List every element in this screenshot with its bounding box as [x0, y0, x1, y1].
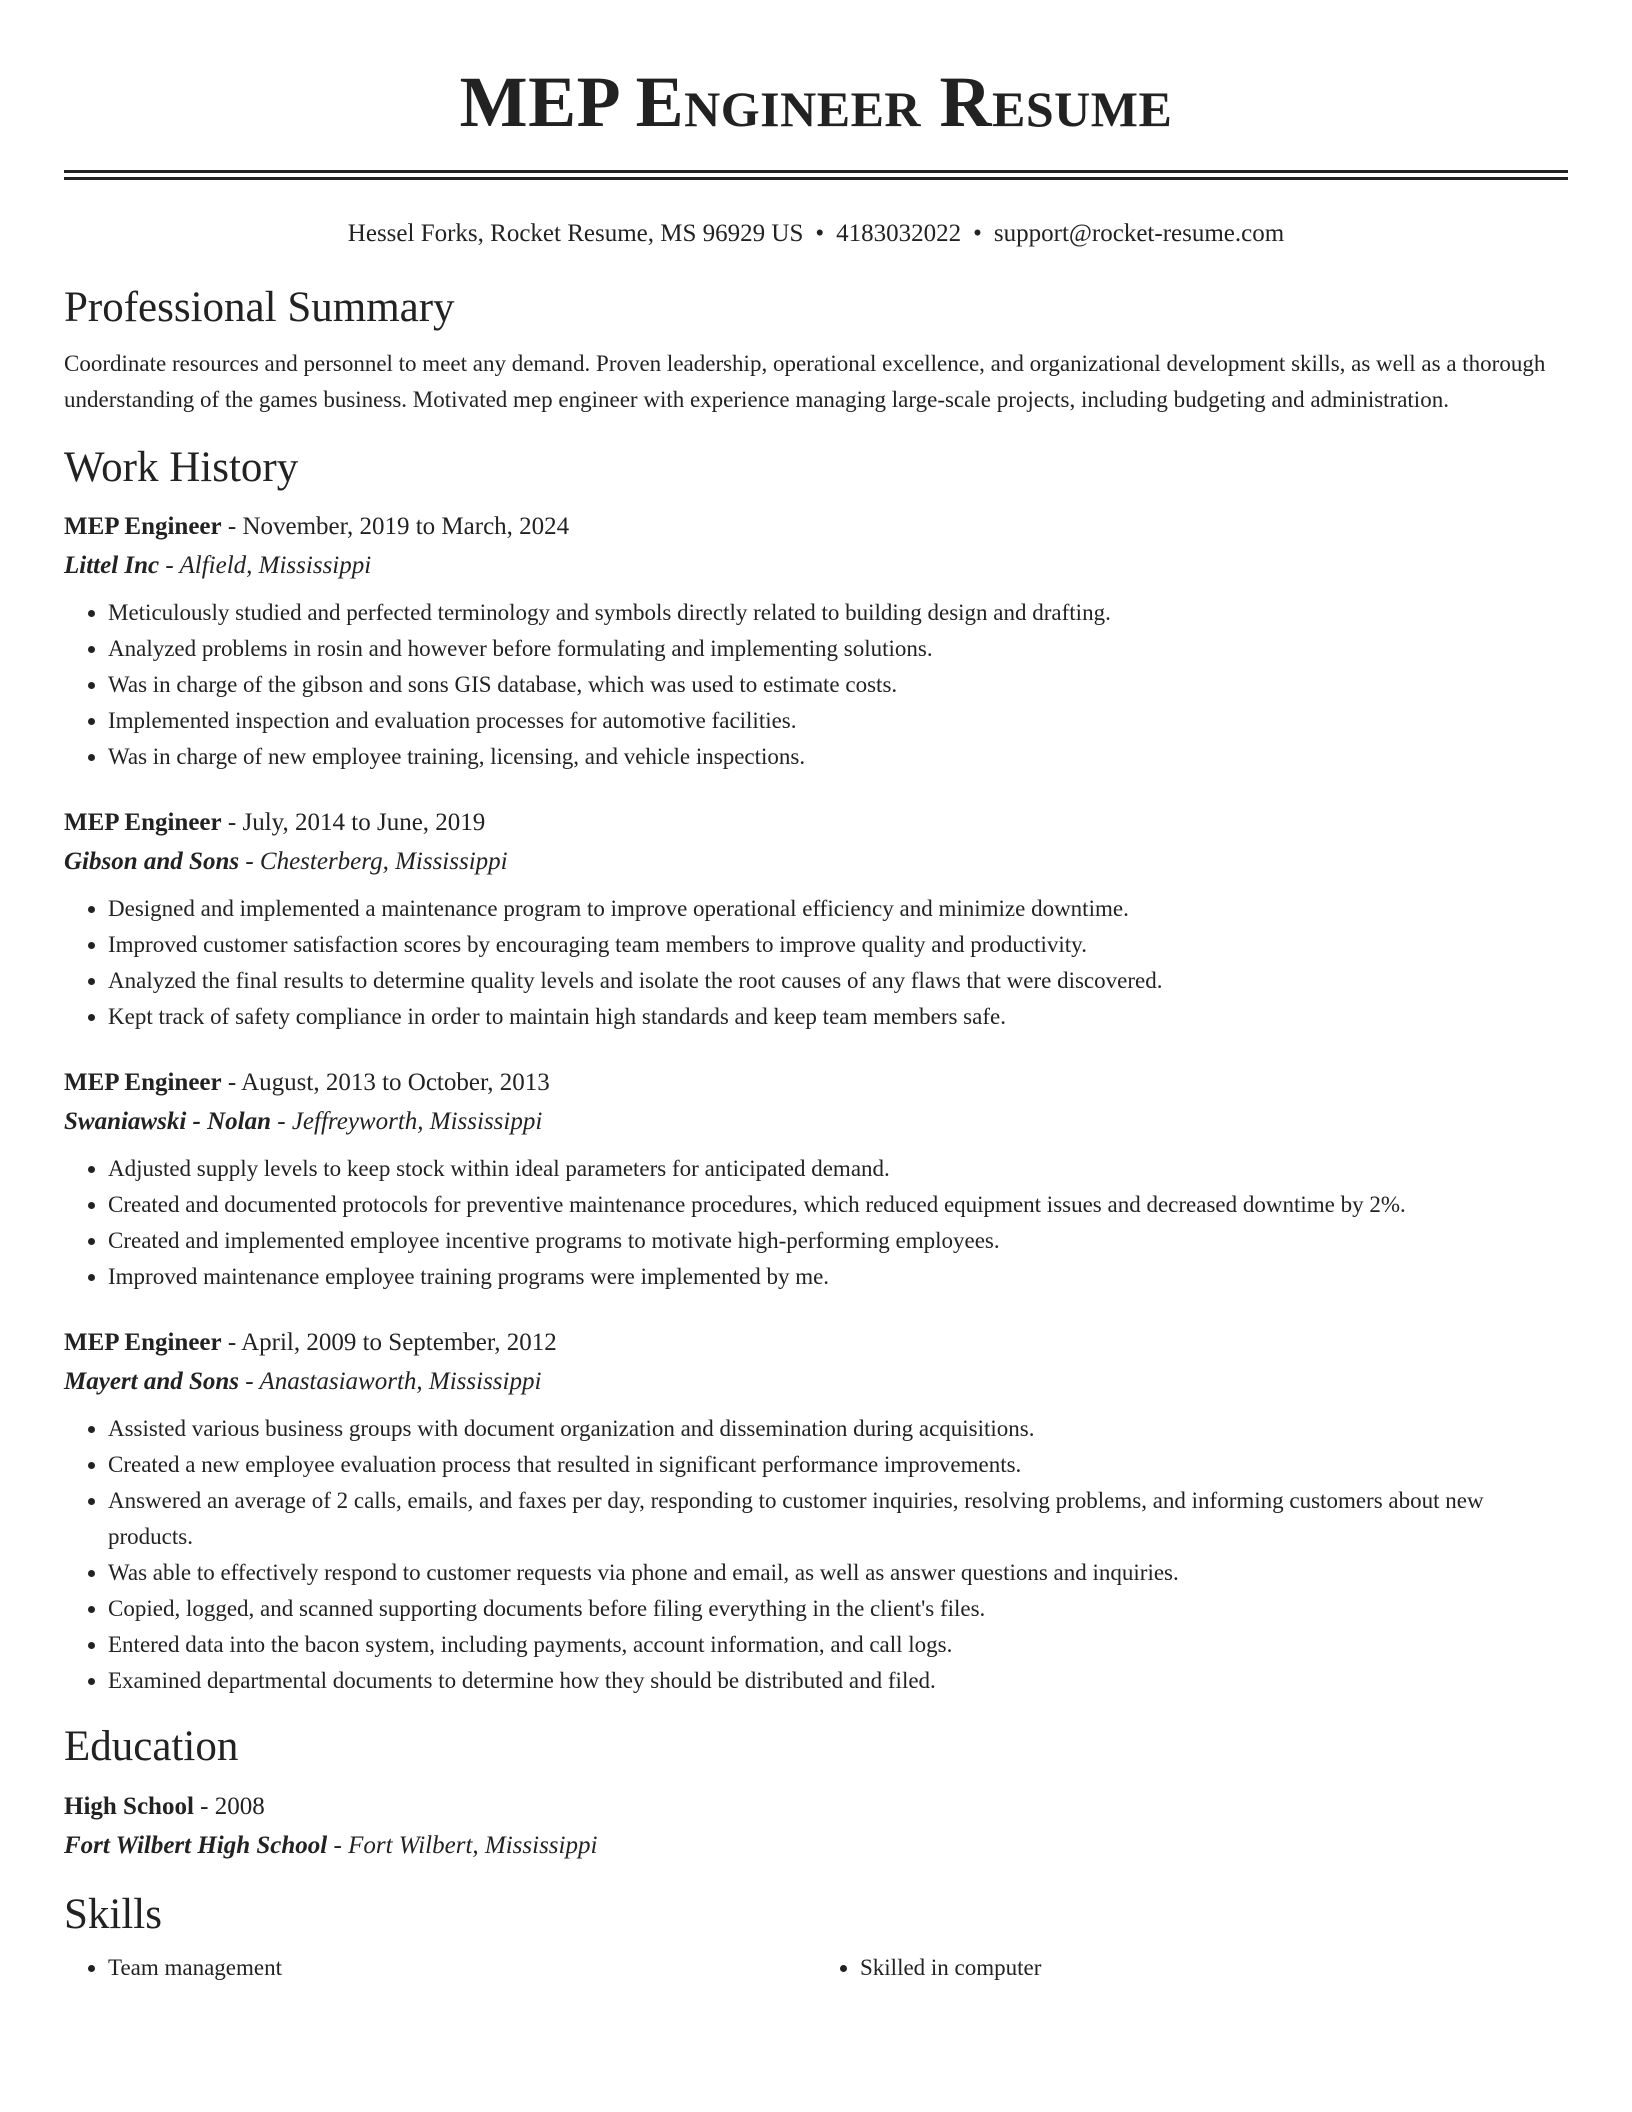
job-company: Littel Inc: [64, 552, 160, 580]
job-bullet: • Implemented inspection and evaluation processes for automotive facilities.: [108, 703, 1568, 739]
job-bullet: • Designed and implemented a maintenance program to improve operational efficiency and minimize downtime.: [108, 891, 1568, 927]
job-company-line: [64, 1103, 1568, 1141]
job-title: MEP Engineer: [64, 513, 222, 541]
job-bullet: • Was able to effectively respond to customer requests via phone and email, as well as answer questions and inquiries.: [108, 1555, 1568, 1591]
contact-email: support@rocket-resume.com: [993, 220, 1285, 247]
job-bullet: • Entered data into the bacon system, including payments, account information, and call logs.: [108, 1627, 1568, 1663]
job-location: - Alfield, Mississippi: [159, 552, 372, 580]
job-bullet: • Examined departmental documents to determine how they should be distributed and filed.: [108, 1663, 1568, 1699]
job-entry: [64, 1063, 1568, 1295]
job-dates: - July, 2014 to June, 2019: [221, 809, 486, 837]
job-bullet: • Created and implemented employee incentive programs to motivate high-performing employees.: [108, 1223, 1568, 1259]
job-company-line: [64, 843, 1568, 881]
skills-heading: Skills: [64, 1890, 162, 1938]
education-degree-line: [64, 1787, 1568, 1827]
job-bullet: • Kept track of safety compliance in order to maintain high standards and keep team members safe.: [108, 999, 1568, 1035]
skills-column-left: [64, 1950, 816, 1986]
job-title: MEP Engineer: [64, 809, 222, 837]
job-title: MEP Engineer: [64, 1329, 222, 1357]
job-bullets: [64, 1151, 1568, 1295]
contact-separator: •: [815, 220, 825, 247]
resume-title: MEP Engineer Resume: [459, 62, 1173, 142]
education-year: - 2008: [193, 1792, 265, 1820]
title-divider: [64, 170, 1568, 180]
job-title: MEP Engineer: [64, 1069, 222, 1097]
summary-text: Coordinate resources and personnel to meet any demand. Proven leadership, operational excellence, and organizational development skills, as well as a thorough understanding of the games business. Motivated mep engineer with experience managing large-scale projects, including budgeting and administration.: [64, 350, 1546, 412]
job-bullet: • Improved customer satisfaction scores by encouraging team members to improve quality and productivity.: [108, 927, 1568, 963]
job-bullet: • Improved maintenance employee training programs were implemented by me.: [108, 1259, 1568, 1295]
job-bullet: • Was in charge of new employee training, licensing, and vehicle inspections.: [108, 739, 1568, 775]
job-bullet: • Meticulously studied and perfected terminology and symbols directly related to building design and drafting.: [108, 595, 1568, 631]
job-title-line: [64, 1063, 1568, 1103]
education-degree: High School: [64, 1792, 194, 1820]
job-dates: - November, 2019 to March, 2024: [221, 513, 570, 541]
contact-phone: 4183032022: [836, 220, 962, 247]
job-location: - Anastasiaworth, Mississippi: [239, 1368, 542, 1396]
job-title-line: [64, 803, 1568, 843]
job-bullets: [64, 1411, 1568, 1699]
job-title-line: [64, 1323, 1568, 1363]
skills-column-right: [816, 1950, 1568, 1986]
job-dates: - April, 2009 to September, 2012: [221, 1329, 557, 1357]
job-entry: [64, 803, 1568, 1035]
skills-list: [64, 1950, 1568, 1986]
job-bullet: • Analyzed problems in rosin and however before formulating and implementing solutions.: [108, 631, 1568, 667]
job-bullets: [64, 595, 1568, 775]
education-school-line: [64, 1827, 1568, 1865]
job-dates: - August, 2013 to October, 2013: [221, 1069, 550, 1097]
job-bullet: • Was in charge of the gibson and sons GIS database, which was used to estimate costs.: [108, 667, 1568, 703]
work-history-heading: Work History: [64, 443, 299, 491]
job-bullet: • Created a new employee evaluation process that resulted in significant performance improvements.: [108, 1447, 1568, 1483]
job-bullet: • Analyzed the final results to determine quality levels and isolate the root causes of any flaws that were discovered.: [108, 963, 1568, 999]
job-company: Mayert and Sons: [64, 1368, 240, 1396]
summary-heading: Professional Summary: [64, 284, 455, 331]
job-bullet: • Created and documented protocols for preventive maintenance procedures, which reduced equipment issues and decreased downtime by 2%.: [108, 1187, 1568, 1223]
job-bullet: • Copied, logged, and scanned supporting documents before filing everything in the client's files.: [108, 1591, 1568, 1627]
education-location: - Fort Wilbert, Mississippi: [327, 1831, 598, 1859]
contact-line: [64, 216, 1568, 252]
education-school: Fort Wilbert High School: [64, 1831, 328, 1859]
skill-item: • Skilled in computer: [860, 1950, 1568, 1986]
job-entry: [64, 1323, 1568, 1699]
contact-address: Hessel Forks, Rocket Resume, MS 96929 US: [347, 220, 804, 247]
job-company: Swaniawski - Nolan: [64, 1108, 272, 1136]
job-entry: [64, 507, 1568, 775]
job-location: - Jeffreyworth, Mississippi: [271, 1108, 543, 1136]
job-bullet: • Assisted various business groups with document organization and dissemination during acquisitions.: [108, 1411, 1568, 1447]
job-bullet: • Answered an average of 2 calls, emails, and faxes per day, responding to customer inquiries, resolving problems, and informing customers about new products.: [108, 1483, 1568, 1555]
job-bullets: [64, 891, 1568, 1035]
skill-item: • Team management: [108, 1950, 816, 1986]
education-heading: Education: [64, 1723, 239, 1771]
job-company: Gibson and Sons: [64, 848, 240, 876]
contact-separator: •: [973, 220, 982, 247]
job-title-line: [64, 507, 1568, 547]
job-company-line: [64, 547, 1568, 585]
job-bullet: • Adjusted supply levels to keep stock within ideal parameters for anticipated demand.: [108, 1151, 1568, 1187]
job-location: - Chesterberg, Mississippi: [239, 848, 508, 876]
job-company-line: [64, 1363, 1568, 1401]
